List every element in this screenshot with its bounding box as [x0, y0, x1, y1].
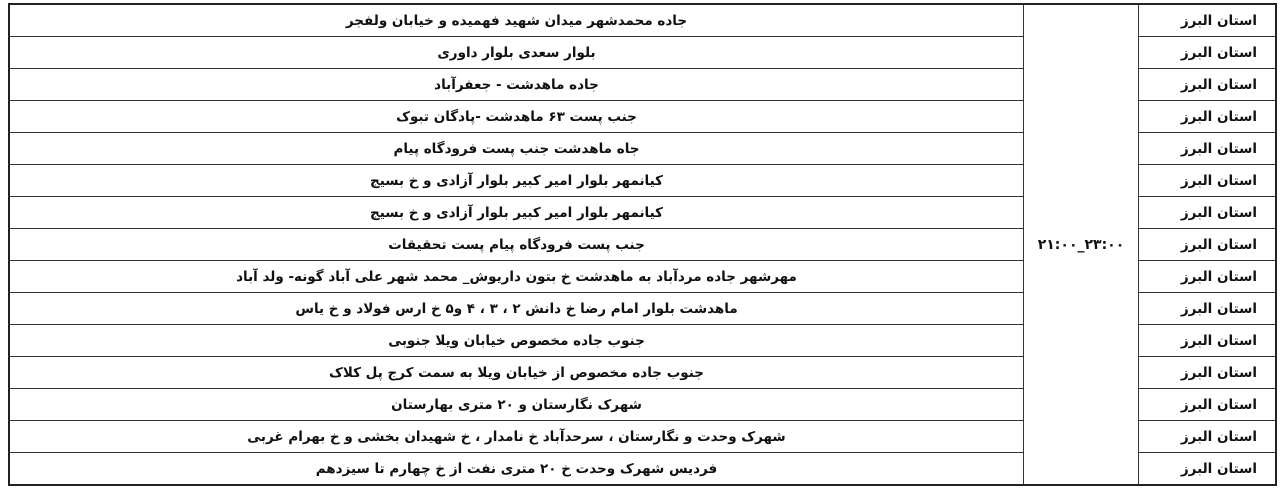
province-cell: استان البرز	[1139, 357, 1277, 389]
time-slot-text: ۲۱:۰۰_۲۳:۰۰	[1037, 236, 1125, 253]
province-cell: استان البرز	[1139, 165, 1277, 197]
address-cell: فردیس شهرک وحدت خ ۲۰ متری نفت از خ چهارم تا سیزدهم	[9, 453, 1024, 486]
address-cell: شهرک نگارستان و ۲۰ متری بهارستان	[9, 389, 1024, 421]
province-cell: استان البرز	[1139, 101, 1277, 133]
province-cell: استان البرز	[1139, 197, 1277, 229]
province-cell: استان البرز	[1139, 421, 1277, 453]
address-cell: ماهدشت بلوار امام رضا خ دانش ۲ ، ۳ ، ۴ و۵ خ ارس فولاد و خ یاس	[9, 293, 1024, 325]
time-slot-cell	[1024, 4, 1139, 485]
outage-schedule-table	[8, 3, 1277, 486]
province-cell: استان البرز	[1139, 37, 1277, 69]
address-cell: جاده ماهدشت - جعفرآباد	[9, 69, 1024, 101]
table-row	[9, 4, 1276, 37]
address-cell: جاه ماهدشت جنب پست فرودگاه پیام	[9, 133, 1024, 165]
address-cell: کیانمهر بلوار امیر کبیر بلوار آزادی و خ بسیج	[9, 197, 1024, 229]
province-cell: استان البرز	[1139, 4, 1277, 37]
address-cell: جنوب جاده مخصوص خیابان ویلا جنوبی	[9, 325, 1024, 357]
province-cell: استان البرز	[1139, 325, 1277, 357]
province-cell: استان البرز	[1139, 293, 1277, 325]
address-cell: جنب پست ۶۳ ماهدشت -پادگان تبوک	[9, 101, 1024, 133]
province-cell: استان البرز	[1139, 133, 1277, 165]
province-cell: استان البرز	[1139, 69, 1277, 101]
province-cell: استان البرز	[1139, 389, 1277, 421]
address-cell: شهرک وحدت و نگارستان ، سرحدآباد خ نامدار ، خ شهیدان بخشی و خ بهرام غربی	[9, 421, 1024, 453]
address-cell: جنب پست فرودگاه پیام پست تحقیقات	[9, 229, 1024, 261]
address-cell: بلوار سعدی بلوار داوری	[9, 37, 1024, 69]
province-cell: استان البرز	[1139, 261, 1277, 293]
address-cell: کیانمهر بلوار امیر کبیر بلوار آزادی و خ بسیج	[9, 165, 1024, 197]
address-cell: مهرشهر جاده مردآباد به ماهدشت خ بتون داریوش_ محمد شهر علی آباد گونه- ولد آباد	[9, 261, 1024, 293]
address-cell: جاده محمدشهر میدان شهید فهمیده و خیابان ولفجر	[9, 4, 1024, 37]
address-cell: جنوب جاده مخصوص از خیابان ویلا به سمت کرج پل کلاک	[9, 357, 1024, 389]
province-cell: استان البرز	[1139, 453, 1277, 486]
province-cell: استان البرز	[1139, 229, 1277, 261]
